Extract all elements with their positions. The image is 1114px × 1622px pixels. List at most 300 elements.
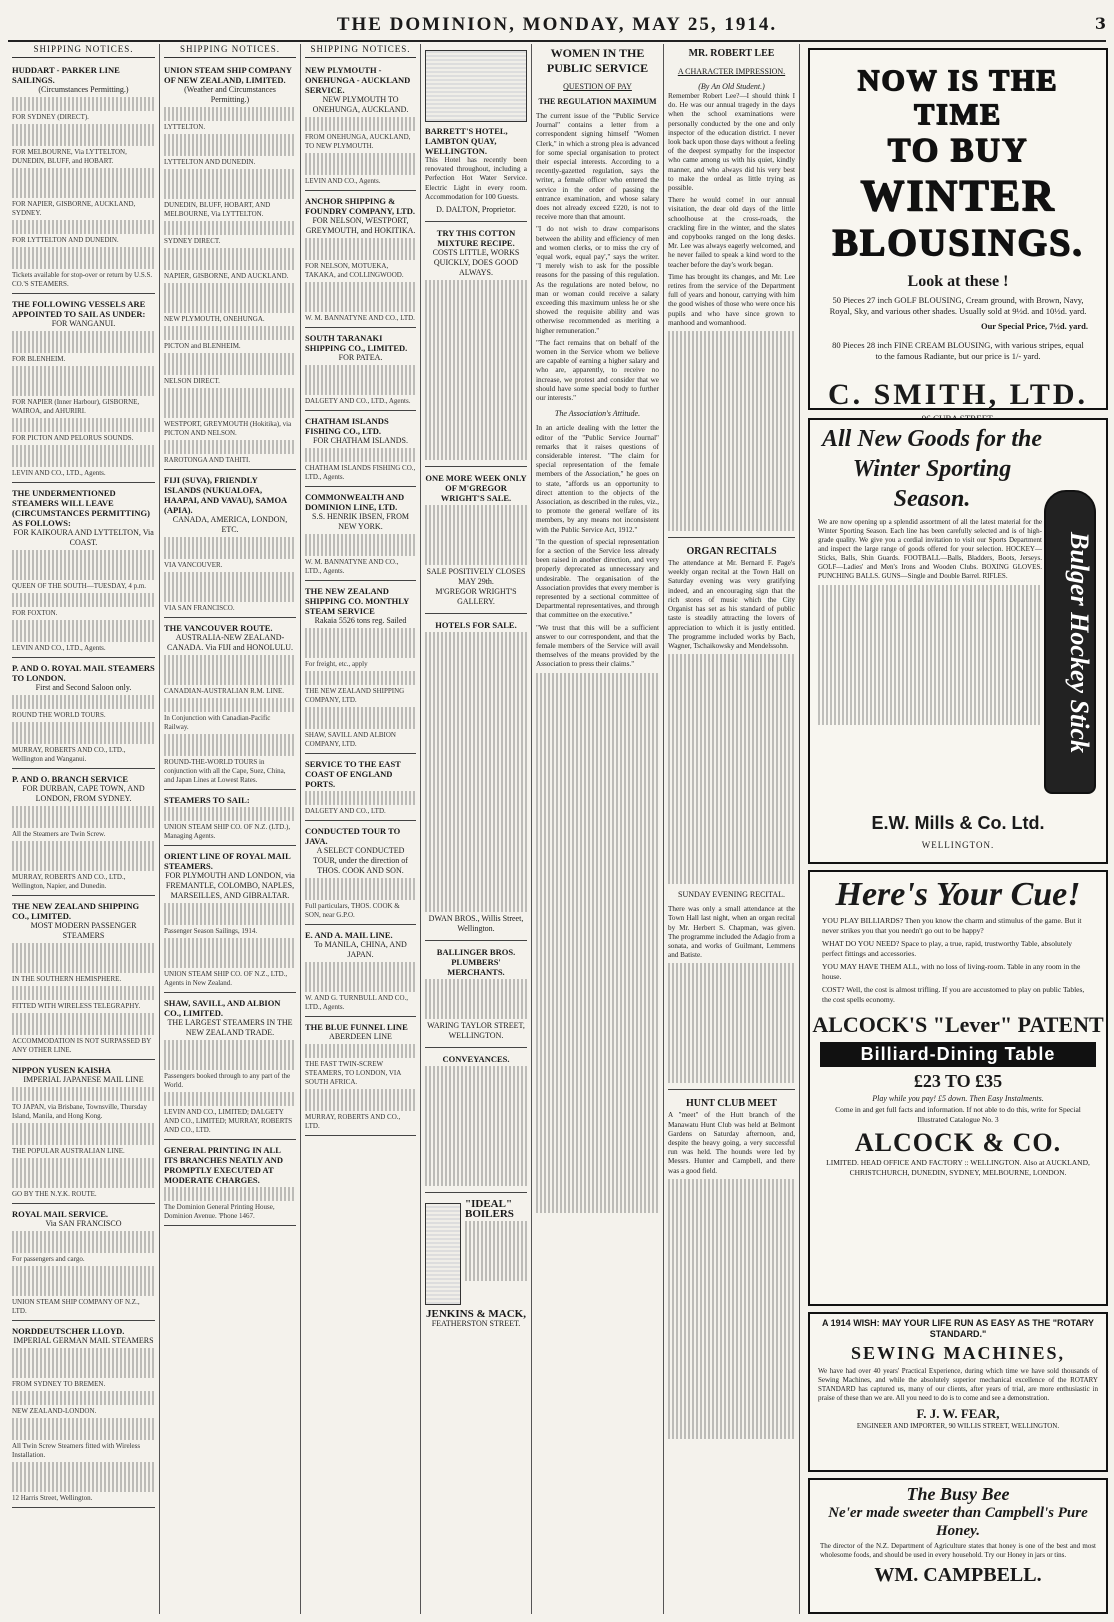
notice-line: ROUND THE WORLD TOURS. [12, 711, 106, 719]
notice-line: CANADIAN-AUSTRALIAN R.M. LINE. [164, 687, 284, 695]
notice-subheading: ABERDEEN LINE [329, 1032, 392, 1041]
notice-line: PICTON and BLENHEIM. [164, 342, 241, 350]
advertiser-name: F. J. W. FEAR, [916, 1406, 1000, 1421]
notice-line: FROM ONEHUNGA, AUCKLAND, TO NEW PLYMOUTH. [305, 133, 411, 150]
notice-fine-print [12, 331, 155, 353]
notice-line: FOR FOXTON. [12, 609, 58, 617]
notice-subheading: FOR NELSON, WESTPORT, GREYMOUTH, and HOKITIKA. [305, 216, 416, 235]
lee-subheading: A CHARACTER IMPRESSION. [677, 67, 786, 76]
column-heading: SHIPPING NOTICES. [305, 44, 416, 58]
notice-fine-print [12, 1418, 155, 1440]
boilers-heading: "IDEAL" BOILERS [465, 1198, 514, 1221]
notice-line: NELSON DIRECT. [164, 377, 220, 385]
advertiser-address: LIMITED. HEAD OFFICE AND FACTORY :: WELLINGTON. Also at AUCKLAND, CHRISTCHURCH, DUNEDIN, SYDNEY, MELBOURNE, LONDON. [826, 1158, 1090, 1177]
product-price: £23 TO £35 [913, 1071, 1003, 1091]
notice-line: NEW ZEALAND-LONDON. [12, 1407, 97, 1415]
notice-subheading: AUSTRALIA-NEW ZEALAND-CANADA. Via FIJI and HONOLULU. [166, 633, 294, 652]
notice-line: MURRAY, ROBERTS AND CO., LTD., Wellington, Napier, and Dunedin. [12, 873, 126, 890]
notice-fine-print [305, 117, 416, 131]
hotel-heading: BARRETT'S HOTEL, LAMBTON QUAY, WELLINGTON. [425, 126, 508, 156]
lee-paragraph: Time has brought its changes, and Mr. Lee retires from the service of the Department full of years and honour, carrying with him the good wishes of those who were once his pupils and who have since grown to manhood and womanhood. [668, 272, 795, 327]
notice-fine-print [12, 620, 155, 642]
shipping-notice [12, 296, 155, 483]
notice-line: LEVIN AND CO., LTD., Agents. [12, 644, 106, 652]
notice-heading: ANCHOR SHIPPING & FOUNDRY COMPANY, LTD. [305, 196, 416, 216]
notice-heading: STEAMERS TO SAIL: [164, 795, 250, 805]
shipping-notice [305, 62, 416, 191]
sale-close: SALE POSITIVELY CLOSES MAY 29th. [426, 567, 526, 587]
notice-subheading: FOR PATEA. [338, 353, 383, 362]
notice-line: DALGETY AND CO., LTD. [305, 807, 386, 815]
shipping-notice [305, 583, 416, 754]
notice-fine-print [164, 698, 296, 712]
boilers-text [465, 1221, 527, 1281]
advert-headline: A 1914 WISH: MAY YOUR LIFE RUN AS EASY AS THE "ROTARY STANDARD." [822, 1318, 1094, 1339]
notice-line: MURRAY, ROBERTS AND CO., LTD., Wellington and Wanganui. [12, 746, 126, 763]
notice-fine-print [164, 283, 296, 313]
advert-description: 80 Pieces 28 inch FINE CREAM BLOUSING, with various stripes, equal to the famous Radiante, but our price is 1/- yard. [832, 340, 1084, 361]
shipping-notice [305, 927, 416, 1017]
notice-line: DUNEDIN, BLUFF, HOBART, AND MELBOURNE, Via LYTTELTON. [164, 201, 271, 218]
advert-paragraph: WHAT DO YOU NEED? Space to play, a true, rapid, trustworthy Table, absolutely perfect fittings and accessories. [822, 939, 1073, 958]
special-price: Our Special Price, 7½d. yard. [980, 321, 1088, 331]
shipping-notice [164, 1142, 296, 1226]
notice-fine-print [12, 124, 155, 146]
notice-fine-print [12, 1231, 155, 1253]
notice-subheading: FOR KAIKOURA AND LYTTELTON, Via COAST. [13, 528, 154, 547]
advert-line: NOW IS THE TIME [857, 64, 1059, 131]
notice-line: The Dominion General Printing House, Dominion Avenue. 'Phone 1467. [164, 1203, 275, 1220]
notice-fine-print [12, 722, 155, 744]
shipping-column-2 [160, 44, 301, 1614]
lee-title: MR. ROBERT LEE [688, 48, 775, 59]
notice-heading: P. AND O. BRANCH SERVICE [12, 774, 129, 784]
dwan-bros: DWAN BROS., Willis Street, Wellington. [428, 914, 524, 934]
notice-line: W. M. BANNATYNE AND CO., LTD., Agents. [305, 558, 399, 575]
shipping-notice [305, 489, 416, 581]
notice-fine-print [305, 671, 416, 685]
advertiser-city: WELLINGTON. [921, 840, 995, 850]
advert-paragraph: COST? Well, the cost is almost trifling. If you are accustomed to play on public Tables, the cost spells economy. [822, 985, 1085, 1004]
advert-line: WINTER [860, 171, 1056, 220]
sunday-title: SUNDAY EVENING RECITAL. [678, 890, 785, 900]
notice-fine-print [12, 1123, 155, 1145]
advert-line: BLOUSINGS. [832, 222, 1084, 264]
notice-heading: THE UNDERMENTIONED STEAMERS WILL LEAVE (CIRCUMSTANCES PERMITTING) AS FOLLOWS: [12, 488, 150, 528]
recipe-heading: TRY THIS COTTON MIXTURE RECIPE. [436, 228, 516, 249]
notice-line: W. M. BANNATYNE AND CO., LTD. [305, 314, 415, 322]
notice-fine-print [12, 220, 155, 234]
notice-line: Passenger Season Sailings, 1914. [164, 927, 258, 935]
organ-paragraph: The attendance at Mr. Bernard F. Page's weekly organ recital at the Town Hall on Saturday evening was very gratifying indeed, and an encouraging sign that the rich stores of music which the City Organist has set as his standard of public taste is steadily attracting the lovers of appreciation to which it is justly entitled. The programme included works by Bach, Wagner, Tschaikowsky and Mendelssohn. [668, 559, 795, 650]
notice-fine-print [305, 448, 416, 462]
article-section-heading: The Association's Attitude. [554, 409, 641, 419]
notice-line: RAROTONGA AND TAHITI. [164, 456, 251, 464]
notice-heading: HUDDART - PARKER LINE SAILINGS. [12, 65, 120, 85]
boiler-illustration [425, 1203, 461, 1305]
notice-heading: NORDDEUTSCHER LLOYD. [12, 1326, 125, 1336]
notice-fine-print [164, 248, 296, 270]
notice-subheading: NEW PLYMOUTH TO ONEHUNGA, AUCKLAND. [312, 95, 409, 114]
notice-fine-print [164, 440, 296, 454]
hotel-body: This Hotel has recently been renovated throughout, including a Perfection Hot Water Service. Electric Light in every room. Accommodation for 100 Guests. [425, 156, 527, 201]
advertiser-name: WM. CAMPBELL. [874, 1564, 1042, 1586]
notice-fine-print [12, 986, 155, 1000]
notice-fine-print [12, 1087, 155, 1101]
notice-subheading: FOR DURBAN, CAPE TOWN, AND LONDON, FROM SYDNEY. [22, 784, 145, 803]
advert-catalogue: Come in and get full facts and information. If not able to do this, write for Special Illustrated Catalogue No. 3 [835, 1105, 1081, 1124]
notice-fine-print [164, 221, 296, 235]
shipping-notice [305, 1019, 416, 1136]
notice-line: WESTPORT, GREYMOUTH (Hokitika), via PICTON AND NELSON. [164, 420, 292, 437]
notice-heading: THE VANCOUVER ROUTE. [164, 623, 273, 633]
shipping-notice [12, 62, 155, 294]
notice-fine-print [12, 445, 155, 467]
advertiser-name: C. SMITH, LTD. [827, 378, 1089, 411]
notice-fine-print [164, 903, 296, 925]
notice-fine-print [12, 550, 155, 580]
notice-line: LEVIN AND CO., Agents. [305, 177, 381, 185]
notice-heading: CHATHAM ISLANDS FISHING CO., LTD. [305, 416, 389, 436]
notice-fine-print [305, 1044, 416, 1058]
shipping-notice [164, 848, 296, 993]
notice-fine-print [305, 153, 416, 175]
notice-line: FOR NAPIER, GISBORNE, AUCKLAND, SYDNEY. [12, 200, 136, 217]
notice-line: All the Steamers are Twin Screw. [12, 830, 106, 838]
shipping-notice [12, 771, 155, 896]
notice-line: All Twin Screw Steamers fitted with Wireless Installation. [12, 1442, 141, 1459]
advertiser-address: ENGINEER AND IMPORTER, 90 WILLIS STREET, WELLINGTON. [856, 1422, 1060, 1430]
ads-column [421, 44, 532, 1614]
notice-subheading: (Weather and Circumstances Permitting.) [184, 85, 276, 104]
advert-headline: Here's Your Cue! [835, 876, 1081, 913]
advert-tagline: Look at these ! [907, 273, 1009, 290]
notice-line: THE NEW ZEALAND SHIPPING COMPANY, LTD. [305, 687, 405, 704]
hunt-title: HUNT CLUB MEET [686, 1098, 777, 1110]
waring-address: WARING TAYLOR STREET, WELLINGTON. [427, 1021, 525, 1041]
notice-line: SHAW, SAVILL AND ALBION COMPANY, LTD. [305, 731, 396, 748]
notice-line: FOR LYTTELTON AND DUNEDIN. [12, 236, 119, 244]
notice-line: ACCOMMODATION IS NOT SURPASSED BY ANY OTHER LINE. [12, 1037, 151, 1054]
notice-line: Passengers booked through to any part of the World. [164, 1072, 291, 1089]
notice-fine-print [164, 537, 296, 559]
notice-fine-print [12, 168, 155, 198]
notice-fine-print [164, 1040, 296, 1070]
shipping-notice [164, 472, 296, 618]
notice-line: ROUND-THE-WORLD TOURS in conjunction with all the Cape, Suez, China, and Japan Lines at Lowest Rates. [164, 758, 286, 784]
notice-fine-print [305, 365, 416, 395]
shipping-notice [305, 756, 416, 821]
notice-subheading: IMPERIAL GERMAN MAIL STEAMERS [13, 1336, 154, 1345]
notice-line: FOR NAPIER (Inner Harbour), GISBORNE, WAIROA, and AHURIRI. [12, 398, 140, 415]
notice-heading: CONDUCTED TOUR TO JAVA. [305, 826, 401, 846]
notice-line: UNION STEAM SHIP COMPANY OF N.Z., LTD. [12, 1298, 140, 1315]
sale-text [425, 505, 527, 565]
recipe-text [425, 280, 527, 460]
hotel-illustration [425, 50, 527, 122]
sporting-goods-advert [808, 418, 1108, 864]
notice-fine-print [305, 282, 416, 312]
notice-line: FOR NELSON, MOTUEKA, TAKAKA, and COLLINGWOOD. [305, 262, 404, 279]
honey-advert [808, 1478, 1108, 1614]
notice-subheading: A SELECT CONDUCTED TOUR, under the direction of THOS. COOK AND SON. [313, 846, 408, 875]
notice-subheading: CANADA, AMERICA, LONDON, ETC. [172, 515, 288, 534]
notice-subheading: First and Second Saloon only. [35, 683, 132, 692]
notice-subheading: (Circumstances Permitting.) [38, 85, 129, 94]
notice-line: GO BY THE N.Y.K. ROUTE. [12, 1190, 97, 1198]
notice-line: UNION STEAM SHIP CO. OF N.Z., LTD., Agents in New Zealand. [164, 970, 288, 987]
notice-heading: GENERAL PRINTING IN ALL ITS BRANCHES NEATLY AND PROMPTLY EXECUTED AT MODERATE CHARGES. [164, 1145, 283, 1185]
notice-fine-print [12, 366, 155, 396]
notice-fine-print [12, 1158, 155, 1188]
notice-heading: THE NEW ZEALAND SHIPPING CO., LIMITED. [12, 901, 140, 921]
notice-line: LEVIN AND CO., LIMITED; DALGETY AND CO., LIMITED; MURRAY, ROBERTS AND CO., LTD. [164, 1108, 293, 1134]
column-heading: SHIPPING NOTICES. [164, 44, 296, 58]
advert-paragraph: YOU PLAY BILLIARDS? Then you know the charm and stimulus of the game. But it never strikes you that you needn't go out to be happy? [822, 916, 1082, 935]
organ-title: ORGAN RECITALS [686, 546, 777, 558]
notice-fine-print [305, 1089, 416, 1111]
notice-fine-print [305, 238, 416, 260]
hockey-stick-illustration [1044, 490, 1096, 794]
notice-line: VIA VANCOUVER. [164, 561, 223, 569]
notice-fine-print [164, 353, 296, 375]
notice-fine-print [305, 791, 416, 805]
notice-line: FOR PICTON AND PELORUS SOUNDS. [12, 434, 134, 442]
notice-line: FOR MELBOURNE, Via LYTTELTON, DUNEDIN, BLUFF, and HOBART. [12, 148, 127, 165]
product-name: SEWING MACHINES, [850, 1343, 1066, 1363]
masthead [8, 14, 1106, 42]
notice-fine-print [305, 962, 416, 992]
notice-subheading: MOST MODERN PASSENGER STEAMERS [30, 921, 137, 940]
shipping-notice [12, 898, 155, 1060]
notice-subheading: Via SAN FRANCISCO [45, 1219, 122, 1228]
ballinger-heading: BALLINGER BROS. PLUMBERS' MERCHANTS. [436, 947, 516, 978]
advertiser-name: ALCOCK & CO. [854, 1128, 1062, 1157]
advert-body: We are now opening up a splendid assortment of all the latest material for the Winter Sporting Season. Each line has been carefully selected and is of high-grade quality. We give you a cordial invitation to visit our Sports Department and inspect the large range of goods offered for your selection. HOCKEY—Sticks, Balls, Shin Guards. FOOTBALL—Balls, Bladders, Boots, Jerseys. GOLF—Ladies' and Men's Irons and Wooden Clubs. BOXING GLOVES. PUNCHING BALLS. GUNS—Single and Double Barrel. RIFLES. [818, 518, 1042, 580]
notice-fine-print [305, 878, 416, 900]
notice-fine-print [164, 572, 296, 602]
shipping-notice [12, 485, 155, 658]
advert-paragraph: YOU MAY HAVE THEM ALL, with no loss of living-room. Table in any room in the house. [822, 962, 1081, 981]
lee-paragraph: There he would come! in our annual visitation, the dear old days of the little schoolhouse at the cross-roads, the crackling fire in the winter, and the slates and copybooks ranged on the long desks. Mr. Lee was always eagerly welcomed, and he never failed to speak a kind word to the teacher before the day's work began. [668, 196, 795, 269]
notice-line: QUEEN OF THE SOUTH—TUESDAY, 4 p.m. [12, 582, 147, 590]
sunday-paragraph: There was only a small attendance at the Town Hall last night, when an organ recital by Mr. Herbert S. Chapman, was given. The programme included the Adagio from a sonata, and works of Guilmant, Lemmens and Batiste. [668, 905, 795, 960]
notice-line: 12 Harris Street, Wellington. [12, 1494, 93, 1502]
page-number: 3 [1094, 14, 1106, 33]
notice-fine-print [12, 1348, 155, 1378]
hunt-continued-text [668, 1179, 795, 1439]
shipping-notices [164, 62, 296, 1226]
blousing-advert [808, 48, 1108, 410]
notice-fine-print [164, 938, 296, 968]
notice-line: NAPIER, GISBORNE, AND AUCKLAND. [164, 272, 289, 280]
shipping-notice [164, 792, 296, 846]
product-name: ALCOCK'S "Lever" PATENT [812, 1012, 1104, 1037]
notice-fine-print [164, 388, 296, 418]
shipping-notice [12, 1062, 155, 1204]
notice-fine-print [12, 695, 155, 709]
notice-heading: THE BLUE FUNNEL LINE [305, 1022, 408, 1032]
notice-subheading: To MANILA, CHINA, AND JAPAN. [314, 940, 407, 959]
shipping-notice [305, 330, 416, 411]
news-column [664, 44, 800, 1614]
notice-heading: SHAW, SAVILL, AND ALBION CO., LIMITED. [164, 998, 281, 1018]
notice-line: For freight, etc., apply [305, 660, 368, 668]
notice-fine-print [164, 1187, 296, 1201]
notice-line: CHATHAM ISLANDS FISHING CO., LTD., Agents. [305, 464, 416, 481]
ballinger-text [425, 979, 527, 1019]
notice-line: VIA SAN FRANCISCO. [164, 604, 235, 612]
hotel-proprietor: D. DALTON, Proprietor. [436, 205, 516, 215]
sunday-continued-text [668, 963, 795, 1083]
notice-line: NEW PLYMOUTH, ONEHUNGA. [164, 315, 265, 323]
article-paragraph: "I do not wish to draw comparisons between the ability and efficiency of men and women clerks, or to miss the cry of 'equal work, equal pay'," says the writer. "I merely wish to ask for the possible reasons for the passing of this regulation. As the regulations are noted below, no man or woman could receive a salary exceeding this maximum unless he or she showed the requisite ability and was otherwise recommended as meriting a higher remuneration." [536, 225, 659, 335]
shipping-notice [12, 1206, 155, 1321]
notice-fine-print [12, 247, 155, 269]
stick-label: Bulger Hockey Stick [1065, 532, 1094, 753]
advert-description: 50 Pieces 27 inch GOLF BLOUSING, Cream ground, with Brown, Navy, Royal, Sky, and various other shades. Usually sold at 9½d. and 10½d. yard. [829, 295, 1087, 316]
notice-heading: ORIENT LINE OF ROYAL MAIL STEAMERS. [164, 851, 291, 871]
shipping-notice [305, 413, 416, 487]
notice-line: FOR BLENHEIM. [12, 355, 66, 363]
shipping-column-3 [301, 44, 421, 1614]
notice-line: W. AND G. TURNBULL AND CO., LTD., Agents. [305, 994, 408, 1011]
notice-fine-print [164, 734, 296, 756]
notice-fine-print [305, 534, 416, 556]
notice-heading: E. AND A. MAIL LINE. [305, 930, 393, 940]
notice-line: FROM SYDNEY TO BREMEN. [12, 1380, 106, 1388]
advert-headline: The Busy Bee [906, 1484, 1010, 1504]
lee-byline: (By An Old Student.) [698, 82, 765, 91]
shipping-notice [305, 823, 416, 925]
hotels-list [425, 632, 527, 912]
lee-paragraph: Remember Robert Lee?—I should think I do. He was our annual tragedy in the days when the school examinations were personally conducted by the one and only inspector of the education district. I never look back upon those days without a feeling of the deepest sympathy for the inspector who came among us with his quiet, kindly manner, and who always did his very best to make the ordeal as little trying as possible. [668, 92, 795, 193]
newspaper-title: THE DOMINION, MONDAY, MAY 25, 1914. [336, 14, 778, 35]
notice-line: THE POPULAR AUSTRALIAN LINE. [12, 1147, 125, 1155]
notice-line: MURRAY, ROBERTS AND CO., LTD. [305, 1113, 401, 1130]
shipping-notice [164, 995, 296, 1140]
article-subheading: QUESTION OF PAY [563, 82, 632, 91]
lee-continued-text [668, 331, 795, 531]
notice-fine-print [164, 107, 296, 121]
notice-heading: ROYAL MAIL SERVICE. [12, 1209, 108, 1219]
notice-heading: NEW PLYMOUTH - ONEHUNGA - AUCKLAND SERVICE. [305, 65, 411, 95]
sale-heading: ONE MORE WEEK ONLY OF M'GREGOR WRIGHT'S SALE. [425, 473, 527, 504]
notice-line: LEVIN AND CO., LTD., Agents. [12, 469, 106, 477]
notice-line: DALGETY AND CO., LTD., Agents. [305, 397, 411, 405]
notice-heading: P. AND O. ROYAL MAIL STEAMERS TO LONDON. [12, 663, 155, 683]
notice-subheading: S.S. HENRIK IBSEN, FROM NEW YORK. [312, 512, 409, 531]
notice-fine-print [12, 1391, 155, 1405]
notice-line: UNION STEAM SHIP CO. OF N.Z. (LTD.), Managing Agents. [164, 823, 291, 840]
recipe-subheading: COSTS LITTLE, WORKS QUICKLY, DOES GOOD ALWAYS. [432, 248, 520, 278]
advert-headline: All New Goods for the Winter Sporting Season. [821, 426, 1042, 512]
article-subheading-2: THE REGULATION MAXIMUM [538, 97, 657, 106]
notice-line: For passengers and cargo. [12, 1255, 85, 1263]
notice-subheading: FOR PLYMOUTH AND LONDON, via FREMANTLE, COLOMBO, NAPLES, MARSEILLES, AND GIBRALTAR. [165, 871, 295, 900]
article-paragraph: The current issue of the "Public Service Journal" contains a letter from a correspondent signing himself "Women Clerk," in which a strong plea is advanced for some special organisation to protect their especial interests. According to a recently-gazetted regulation, says the writer, a female officer who entered the service in the order of passing the entrance examination, and whose salary does not already exceed £220, is not to receive more than that amount. [536, 112, 659, 222]
shipping-notice [164, 62, 296, 470]
article-paragraph: "The fact remains that on behalf of the women in the Service whom we believe are capable of earning a higher salary and who are, apparently, to receive no increase, we protest and consider that we should have some special body to further our interests." [536, 338, 659, 403]
advert-body: We have had over 40 years' Practical Experience, during which time we have sold thousands of Sewing Machines, and while the absolutely superior mechanical excellence of the ROTARY STANDARD has captured us, many of our clients, after years of trial, are more enthusiastic in praise of these than we are. All you need to do is to come and see a demonstration. [818, 1367, 1098, 1402]
notice-line: LYTTELTON. [164, 123, 206, 131]
notice-subheading: FOR CHATHAM ISLANDS. [313, 436, 408, 445]
notice-fine-print [164, 326, 296, 340]
notice-line: Tickets available for stop-over or return by U.S.S. CO.'S STEAMERS. [12, 271, 153, 288]
notice-fine-print [164, 807, 296, 821]
notice-subheading: IMPERIAL JAPANESE MAIL LINE [23, 1075, 144, 1084]
organ-continued-text [668, 654, 795, 884]
notice-fine-print [305, 628, 416, 658]
notice-fine-print [164, 169, 296, 199]
sewing-machine-advert [808, 1312, 1108, 1472]
shipping-notices [305, 62, 416, 1136]
notice-line: TO JAPAN, via Brisbane, Townsville, Thursday Island, Manila, and Hong Kong. [12, 1103, 147, 1120]
shipping-notice [12, 660, 155, 769]
billiard-table-advert [808, 870, 1108, 1306]
notice-heading: THE NEW ZEALAND SHIPPING CO. MONTHLY STEAM SERVICE [305, 586, 409, 616]
notice-line: FOR SYDNEY (DIRECT). [12, 113, 89, 121]
notice-heading: COMMONWEALTH AND DOMINION LINE, LTD. [305, 492, 405, 512]
article-title: WOMEN IN THE PUBLIC SERVICE [546, 46, 649, 75]
shipping-notice [305, 193, 416, 328]
notice-fine-print [12, 97, 155, 111]
payment-terms: Play while you pay! £5 down. Then Easy Instalments. [872, 1094, 1044, 1103]
advert-price-list [818, 585, 1042, 725]
conveyances-text [425, 1066, 527, 1186]
conveyances-heading: CONVEYANCES. [442, 1054, 510, 1065]
hunt-paragraph: A "meet" of the Hutt branch of the Manawatu Hunt Club was held at Belmont Gardens on Saturday afternoon, and, despite the heavy going, a very successful run was held. The hounds were led by Messrs. Hunter and Campbell, and there was a good field. [668, 1111, 795, 1175]
advertiser-name: E.W. Mills & Co. Ltd. [871, 813, 1045, 833]
notice-line: THE FAST TWIN-SCREW STEAMERS, TO LONDON, VIA SOUTH AFRICA. [305, 1060, 401, 1086]
notice-line: FITTED WITH WIRELESS TELEGRAPHY. [12, 1002, 141, 1010]
article-continued-text [536, 673, 659, 1213]
advert-line: TO BUY [887, 132, 1029, 169]
article-paragraph: "We trust that this will be a sufficient answer to our correspondent, and that the female members of the Service will avail themselves of the means provided by the Association to press their claims." [536, 623, 659, 669]
notice-fine-print [12, 1462, 155, 1492]
shipping-column-1 [8, 44, 160, 1614]
notice-fine-print [12, 943, 155, 973]
notice-fine-print [164, 1092, 296, 1106]
shipping-notice [12, 1323, 155, 1508]
notice-heading: FIJI (SUVA), FRIENDLY ISLANDS (NUKUALOFA, HAAPAI, AND VAVAU), SAMOA (APIA). [164, 475, 287, 515]
article-column [532, 44, 664, 1614]
advert-subheadline: Ne'er made sweeter than Campbell's Pure Honey. [828, 1505, 1088, 1539]
notice-fine-print [12, 841, 155, 871]
product-type: Billiard-Dining Table [820, 1042, 1096, 1067]
notice-heading: UNION STEAM SHIP COMPANY OF NEW ZEALAND, LIMITED. [164, 65, 292, 85]
notice-subheading: THE LARGEST STEAMERS IN THE NEW ZEALAND TRADE. [167, 1018, 293, 1037]
notice-line: LYTTELTON AND DUNEDIN. [164, 158, 256, 166]
shipping-notice [164, 620, 296, 790]
notice-line: SYDNEY DIRECT. [164, 237, 221, 245]
boilers-street: FEATHERSTON STREET. [431, 1319, 521, 1329]
boilers-firm: JENKINS & MACK, [426, 1308, 526, 1321]
notice-fine-print [12, 1013, 155, 1035]
notice-fine-print [12, 593, 155, 607]
article-paragraph: In an article dealing with the letter the editor of the "Public Service Journal" remarks that it raises questions of considerable interest. "The claim for special representation of the female members of the Association," he goes on to state, "affords us an opportunity to direct attention to the objects of the Association, as described in the rules, viz., to promote the general welfare of its members, by any means not inconsistent with the Public Service Act, 1912." [536, 424, 659, 534]
hotels-for-sale-heading: HOTELS FOR SALE. [435, 620, 517, 631]
notice-heading: SERVICE TO THE EAST COAST OF ENGLAND PORTS. [305, 759, 401, 789]
gallery-name: M'GREGOR WRIGHT'S GALLERY. [435, 587, 517, 607]
column-heading: SHIPPING NOTICES. [12, 44, 155, 58]
notice-fine-print [12, 418, 155, 432]
notice-heading: THE FOLLOWING VESSELS ARE APPOINTED TO SAIL AS UNDER: [12, 299, 146, 319]
notice-fine-print [12, 1266, 155, 1296]
notice-subheading: Rakaia 5526 tons reg. Sailed [314, 616, 407, 625]
notice-fine-print [164, 134, 296, 156]
notice-heading: SOUTH TARANAKI SHIPPING CO., LIMITED. [305, 333, 408, 353]
